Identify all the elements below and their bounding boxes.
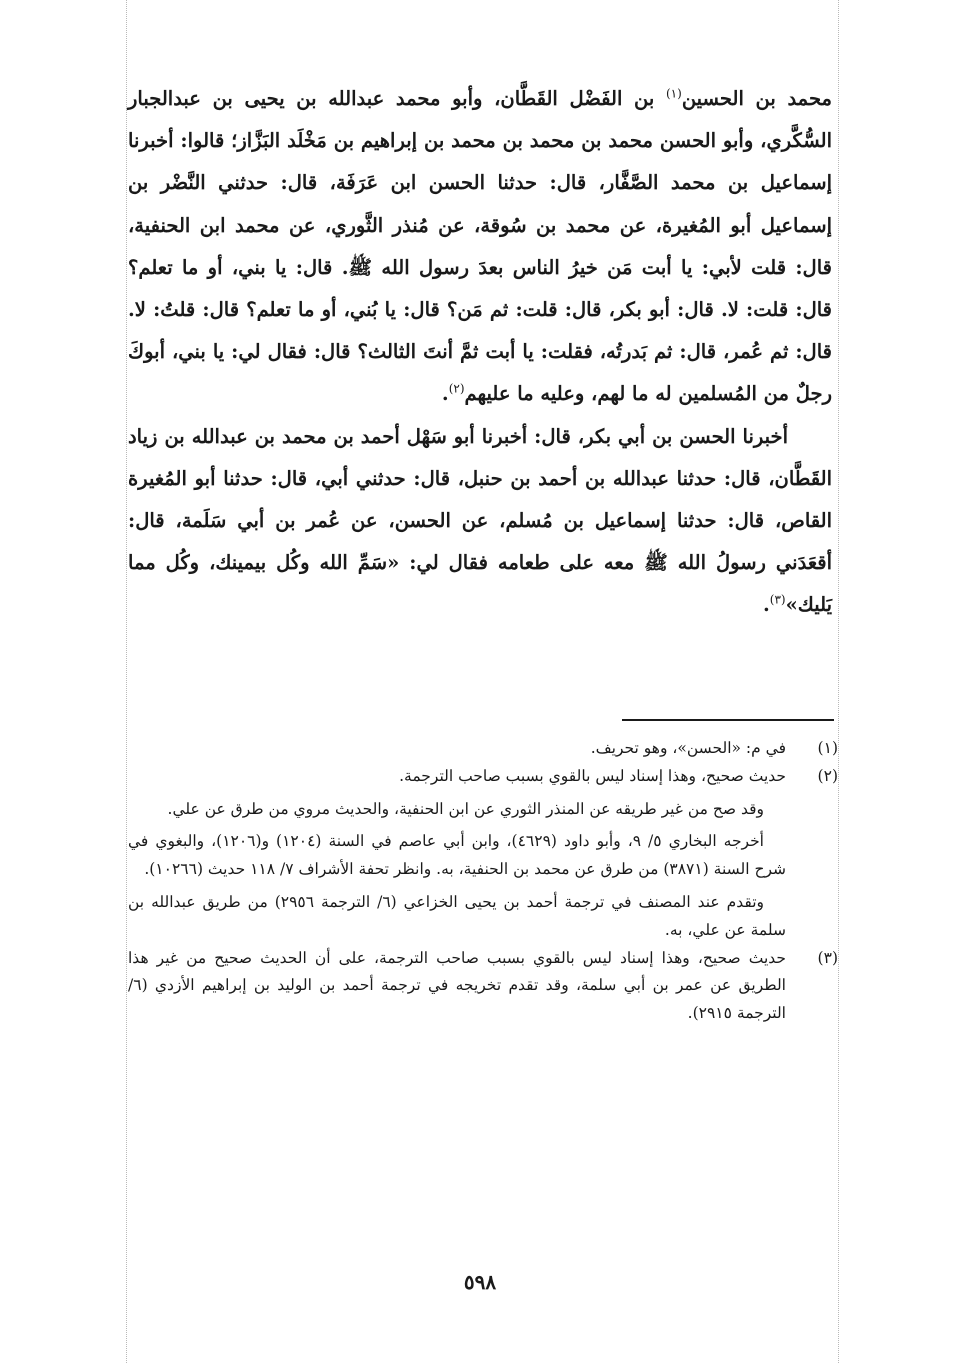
footnote-text: وتقدم عند المصنف في ترجمة أحمد بن يحيى الخزاعي (٦/ الترجمة ٢٩٥٦) من طريق عبدالله بن سلمة عن علي، به. [128,892,786,939]
footnote-text: في م: «الحسن»، وهو تحريف. [590,739,786,757]
margin-guide-right [838,0,839,1363]
footnote-body [128,945,786,1028]
paragraph-1: محمد بن الحسين$^{(١)}$ بن الفَضْل القَطَّان، وأبو محمد عبدالله بن يحيى بن عبدالجبار السُّكَّري، وأبو الحسن محمد بن محمد بن محمد بن إبراهيم بن مَخْلَد البَزَّاز؛ قالوا: أخبرنا إسماعيل بن محمد الصَّفَّار، قال: حدثنا الحسن ابن عَرَفَة، قال: حدثني النَّضْر بن إسماعيل أبو المُغيرة، عن محمد بن سُوقة، عن مُنذر الثَّوري، عن محمد ابن الحنفية، قال: قلت لأبي: يا أبت مَن خيرُ الناس بعدَ رسول الله ﷺ. قال: يا بني، أو ما تعلم؟ قال: قلت: لا. قال: أبو بكر، قال: قلت: ثم مَن؟ قال: يا بُني، أو ما تعلم؟ قال: قلتُ: لا. قال: ثم عُمر، قال: ثم بَدرتُه، فقلت: يا أبت ثمَّ أنتَ الثالث؟ قال: فقال لي: يا بني، أبوكَ رجلٌ من المُسلمين له ما لهم، وعليه ما عليهم$^{(٢)}$. [128,86,832,406]
footnote-number: (٢) [817,766,838,785]
footnote-ref-3[interactable]: (٣) [769,592,786,607]
footnote-body [128,763,786,945]
footnote-1 [128,735,838,763]
footnote-ref-1[interactable]: (١) [665,86,682,101]
footnote-text: حديث صحيح، وهذا إسناد ليس بالقوي بسبب صاحب الترجمة، على أن الحديث صحيح من غير هذا الطريق عن عمر بن أبي سلمة، وقد تقدم تخريجه في ترجمة أحمد بن الوليد بن إبراهيم الأزدي (٦/ الترجمة ٢٩١٥). [128,948,786,1023]
footnote-number: (١) [817,739,838,757]
footnote-2 [128,763,838,945]
footnote-separator [622,719,834,721]
footnote-body [128,735,786,763]
footnote-text: وقد صح من غير طريقه عن المنذر الثوري عن ابن الحنفية، والحديث مروي من طرق عن علي. [167,799,764,818]
footnote-text: أخرجه البخاري ٥/ ٩، وأبو داود (٤٦٢٩)، وابن أبي عاصم في السنة (١٢٠٤) و(١٢٠٦)، والبغوي في شرح السنة (٣٨٧١) من طرق عن محمد بن الحنفية، به. وانظر تحفة الأشراف ٧/ ١١٨ حديث (١٠٢٦٦). [128,832,786,879]
footnote-3 [128,945,838,1028]
page-number: ٥٩٨ [463,1270,497,1294]
footnote-ref-2[interactable]: (٢) [448,381,465,396]
main-text [128,78,832,627]
footnote-number: (٣) [817,948,838,967]
footnotes [128,735,838,1028]
margin-guide-left [126,0,127,1363]
footnote-text: حديث صحيح، وهذا إسناد ليس بالقوي بسبب صاحب الترجمة. [399,766,786,785]
paragraph-2: أخبرنا الحسن بن أبي بكر، قال: أخبرنا أبو سَهْل أحمد بن محمد بن عبدالله بن زياد القَطَّان، قال: حدثنا عبدالله بن أحمد بن حنبل، قال: حدثني أبي، قال: حدثنا أبو المُغيرة القاص، قال: حدثنا إسماعيل بن مُسلم، عن الحسن، عن عُمر بن أبي سَلَمة، قال: أقعَدَني رسولُ الله ﷺ معه على طعامه فقال لي: «سَمِّ الله وكُل بيمينك، وكُل مما يَليك»$^{(٣)}$. [128,424,832,617]
